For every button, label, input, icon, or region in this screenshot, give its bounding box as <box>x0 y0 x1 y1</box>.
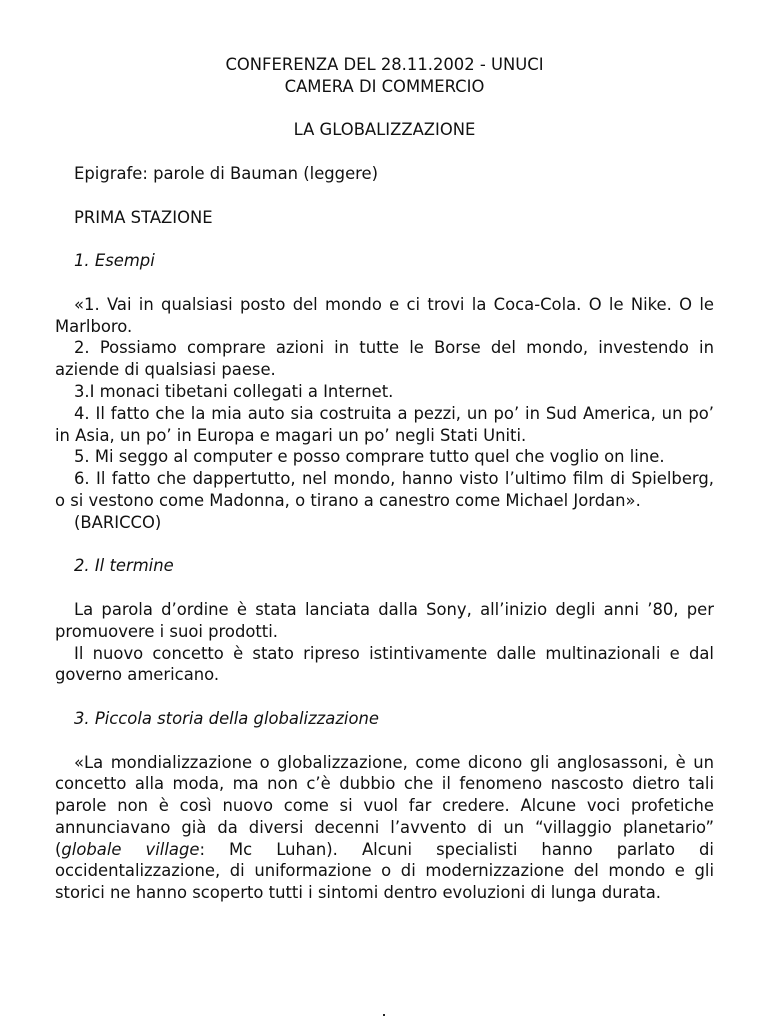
paragraph: La parola d’ordine è stata lanciata dalla Sony, all’inizio degli anni ’80, per promuovere i suoi prodotti. <box>55 599 714 641</box>
example-item: 6. Il fatto che dappertutto, nel mondo, hanno visto l’ultimo film di Spielberg, o si vestono come Madonna, o tirano a canestro come Michael Jordan». <box>55 469 714 510</box>
document-body <box>55 54 714 904</box>
example-item: 3.I monaci tibetani collegati a Internet. <box>74 381 394 401</box>
document-title: LA GLOBALIZZAZIONE <box>293 120 476 140</box>
example-item: 4. Il fatto che la mia auto sia costruita a pezzi, un po’ in Sud America, un po’ in Asia, un po’ in Europa e magari un po’ negli Stati Uniti. <box>55 403 714 445</box>
station-heading: PRIMA STAZIONE <box>74 207 213 227</box>
venue: CAMERA DI COMMERCIO <box>284 76 485 96</box>
section-3-heading: 3. Piccola storia della globalizzazione <box>74 708 379 728</box>
quote-paragraph: «La mondializzazione o globalizzazione, come dicono gli anglosassoni, è un concetto alla moda, ma non c’è dubbio che il fenomeno nascosto dietro tali parole non è così nuovo come si vuol far credere. Alcune voci profetiche annunciavano già da diversi decenni l’avvento di un “villaggio planetario” (globale village: Mc Luhan). Alcuni specialisti hanno parlato di occidentalizzazione, di uniformazione o di modernizzazione del mondo e gli storici ne hanno scoperto tutti i sintomi dentro evoluzioni di lunga durata. <box>55 752 714 903</box>
section-2-heading: 2. Il termine <box>74 556 174 576</box>
paragraph: Il nuovo concetto è stato ripreso istintivamente dalle multinazionali e dal governo americano. <box>55 643 714 685</box>
quote-source: (BARICCO) <box>74 512 162 532</box>
example-item: «1. Vai in qualsiasi posto del mondo e ci trovi la Coca-Cola. O le Nike. O le Marlboro. <box>55 294 714 336</box>
section-1-heading: 1. Esempi <box>74 251 155 271</box>
example-item: 2. Possiamo comprare azioni in tutte le Borse del mondo, investendo in aziende di qualsiasi paese. <box>55 338 714 380</box>
page-mark <box>383 1014 385 1016</box>
example-item: 5. Mi seggo al computer e posso comprare tutto quel che voglio on line. <box>74 447 665 467</box>
epigraph: Epigrafe: parole di Bauman (leggere) <box>74 163 379 183</box>
conference-title: CONFERENZA DEL 28.11.2002 - UNUCI <box>225 55 544 74</box>
conference-header <box>55 54 714 98</box>
